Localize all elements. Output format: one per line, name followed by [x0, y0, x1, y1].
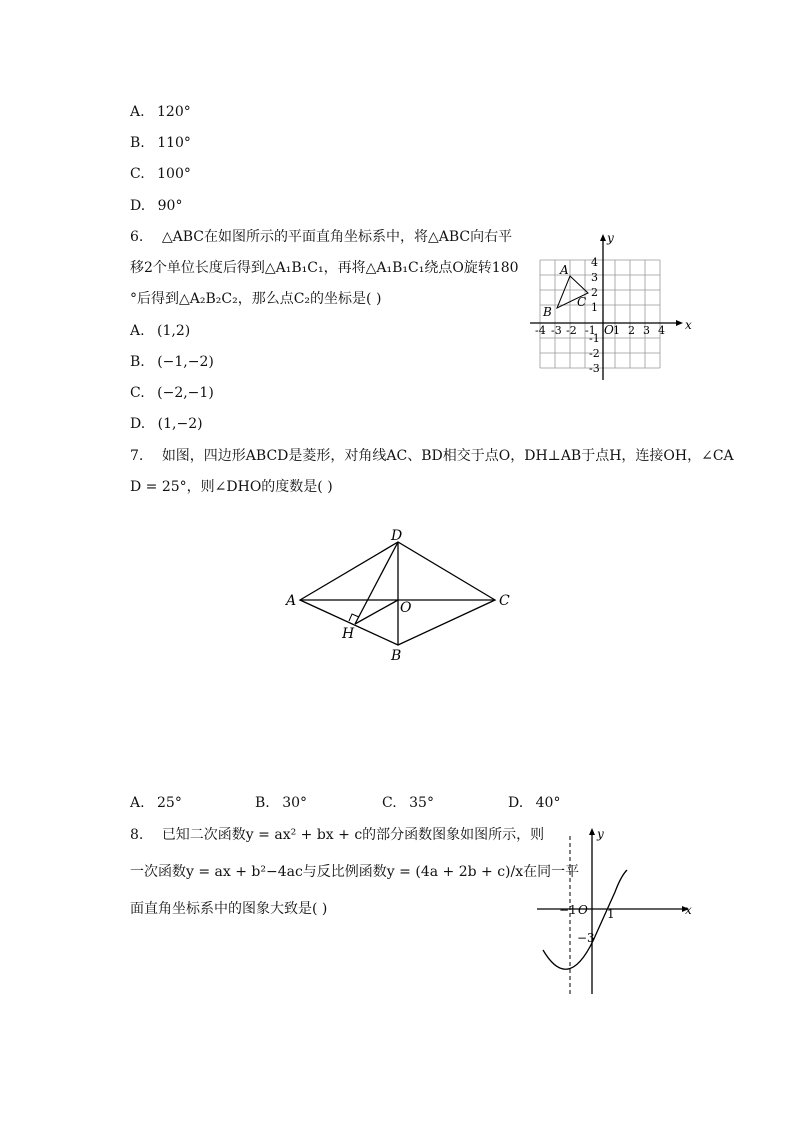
option-text: (−2,−1) — [157, 385, 214, 401]
option-text: (1,−2) — [157, 416, 203, 432]
x-axis-label: x — [685, 318, 692, 332]
q6-stem-line3: °后得到△A₂B₂C₂，那么点C₂的坐标是( ) — [130, 291, 382, 307]
q7-rhombus-figure — [280, 530, 520, 670]
tick-neg1-label: −1 — [559, 903, 577, 917]
y-tick: -1 — [589, 332, 600, 345]
q7-option-d[interactable] — [508, 793, 560, 813]
q7-text: 如图，四边形ABCD是菱形，对角线AC、BD相交于点O，DH⊥AB于点H，连接OH，∠CA — [161, 448, 734, 464]
option-label: A. — [130, 795, 145, 811]
q5-option-b[interactable] — [130, 133, 191, 153]
q8-parabola-figure — [535, 822, 695, 997]
x-tick: -3 — [551, 324, 562, 337]
option-label: C. — [130, 166, 145, 182]
x-tick: 4 — [658, 324, 665, 337]
option-text: (1,2) — [157, 323, 191, 339]
y-axis-arrow-icon — [600, 234, 606, 241]
x-tick: -2 — [566, 324, 577, 337]
option-text: 100° — [157, 166, 191, 182]
y-axis-arrow-icon — [589, 828, 595, 835]
option-label: D. — [508, 795, 524, 811]
option-text: 90° — [157, 198, 183, 214]
option-label: A. — [130, 323, 145, 339]
point-b-label: B — [391, 648, 402, 664]
grid-lines — [540, 260, 660, 368]
q6-option-c[interactable] — [130, 383, 214, 403]
y-tick: -3 — [589, 362, 600, 375]
y-tick-labels — [589, 256, 600, 375]
option-text: 40° — [535, 795, 561, 811]
question-number: 7. — [130, 448, 144, 464]
y-tick: 4 — [591, 256, 598, 269]
q6-option-b[interactable] — [130, 352, 214, 372]
q8-stem-line3: 面直角坐标系中的图象大致是( ) — [130, 901, 328, 917]
q7-stem-line2: D = 25°，则∠DHO的度数是( ) — [130, 479, 333, 495]
option-label: D. — [130, 416, 146, 432]
point-o-label: O — [400, 600, 412, 616]
option-label: C. — [382, 795, 397, 811]
option-label: B. — [130, 354, 145, 370]
option-label: B. — [130, 135, 145, 151]
point-a-label: A — [286, 593, 297, 609]
x-tick: -4 — [535, 324, 546, 337]
q7-option-c[interactable] — [382, 793, 434, 813]
x-tick: 1 — [613, 324, 620, 337]
y-tick: 3 — [591, 271, 598, 284]
x-axis-arrow-icon — [676, 320, 683, 326]
y-tick: -2 — [589, 347, 600, 360]
tick-neg3-label: −3 — [577, 931, 595, 945]
tick-1-label: 1 — [607, 907, 615, 921]
q5-option-d[interactable] — [130, 196, 182, 216]
y-axis-label: y — [607, 231, 614, 245]
y-axis-label: y — [597, 827, 604, 841]
point-h-label: H — [342, 626, 355, 642]
option-text: 30° — [282, 795, 308, 811]
q6-coordinate-figure — [525, 228, 695, 388]
y-tick: 2 — [591, 286, 598, 299]
option-label: A. — [130, 104, 145, 120]
option-text: (−1,−2) — [157, 354, 214, 370]
option-label: C. — [130, 385, 145, 401]
q8-stem-line2: 一次函数y = ax + b²−4ac与反比例函数y = (4a + 2b + c)/x在同一平 — [130, 864, 580, 880]
x-tick-labels — [535, 324, 665, 337]
option-text: 35° — [409, 795, 434, 811]
x-tick: 3 — [643, 324, 650, 337]
option-label: D. — [130, 198, 146, 214]
question-number: 8. — [130, 827, 144, 843]
q7-option-a[interactable] — [130, 793, 182, 813]
q6-option-d[interactable] — [130, 414, 203, 434]
option-text: 120° — [157, 104, 191, 120]
q6-text: △ABC在如图所示的平面直角坐标系中，将△ABC向右平 — [161, 229, 513, 245]
q6-option-a[interactable] — [130, 321, 190, 341]
q5-option-a[interactable] — [130, 102, 191, 122]
point-c-label: C — [499, 593, 510, 609]
point-d-label: D — [391, 528, 403, 544]
q8-stem-line1 — [130, 825, 544, 845]
q7-option-b[interactable] — [255, 793, 307, 813]
q5-option-c[interactable] — [130, 164, 191, 184]
x-tick: 2 — [628, 324, 635, 337]
point-b-label: B — [543, 305, 552, 319]
x-tick: -1 — [585, 324, 596, 337]
q6-stem-line1 — [130, 227, 512, 247]
y-tick: 1 — [591, 301, 598, 314]
origin-label: O — [578, 903, 588, 917]
point-c-label: C — [577, 295, 587, 309]
origin-label: O — [604, 323, 614, 337]
option-label: B. — [255, 795, 270, 811]
option-text: 110° — [157, 135, 191, 151]
q7-stem-line1 — [130, 446, 734, 466]
question-number: 6. — [130, 229, 144, 245]
point-a-label: A — [560, 263, 569, 277]
q8-text: 已知二次函数y = ax² + bx + c的部分函数图象如图所示，则 — [161, 827, 545, 843]
q6-stem-line2: 移2个单位长度后得到△A₁B₁C₁，再将△A₁B₁C₁绕点O旋转180 — [130, 260, 519, 276]
option-text: 25° — [157, 795, 182, 811]
x-axis-label: x — [685, 903, 692, 917]
